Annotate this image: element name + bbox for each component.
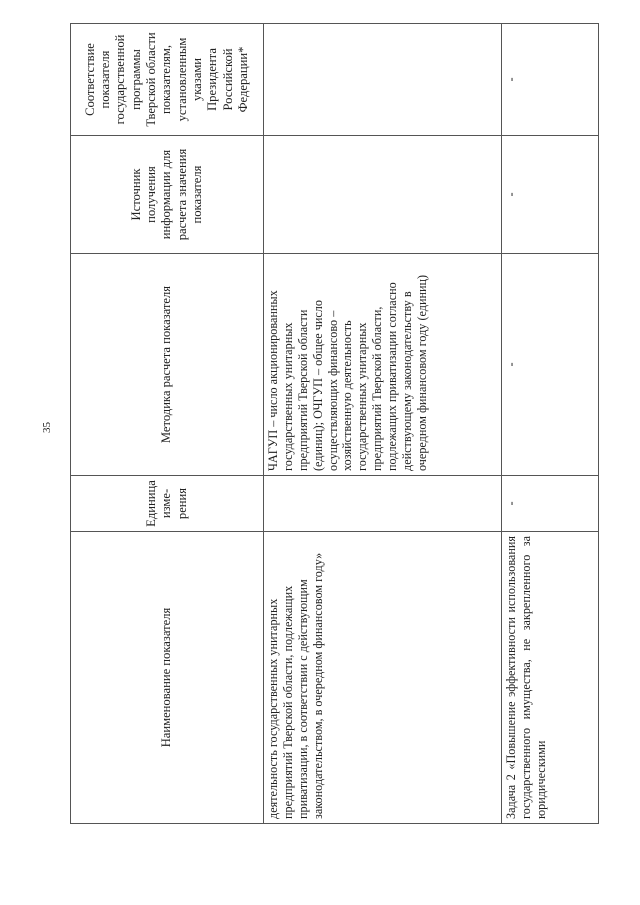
page-number: 35 [41,422,53,433]
indicator-table [70,23,599,824]
cell-unit: - [502,476,599,532]
header-method: Методика расчета показателя [71,254,264,476]
cell-method: - [502,254,599,476]
cell-task-name: Задача 2 «Повышение эффективности использования государственного имущества, не закрепленного за юридическими [502,532,599,824]
rotated-table-container [70,24,620,824]
cell-unit [264,476,502,532]
cell-indicator-name: деятельность государственных унитарных предприятий Тверской области, подлежащих приватизации, в соответствии с действующим законодательством, в очередном финансовом году» [264,532,502,824]
header-indicator-name: Наименование показателя [71,532,264,824]
table-header-row [71,24,264,824]
table-row [502,24,599,824]
cell-source [264,136,502,254]
table-row [264,24,502,824]
cell-source: - [502,136,599,254]
header-unit: Единица изме-рения [71,476,264,532]
document-sheet [70,24,620,824]
cell-compliance: - [502,24,599,136]
header-source: Источник получения информации для расчета значения показателя [71,136,264,254]
cell-method: ЧАГУП – число акционированных государственных унитарных предприятий Тверской области (единиц); ОЧГУП – общее число осуществляющих финансово – хозяйственную деятельность государственных унитарных предприятий Тверской области, подлежащих приватизации согласно действующему законодательству в очередном финансовом году (единиц) [264,254,502,476]
header-compliance: Соответствие показателя государственной программы Тверской области показателям, установленным указами Президента Российской Федерации* [71,24,264,136]
cell-compliance [264,24,502,136]
